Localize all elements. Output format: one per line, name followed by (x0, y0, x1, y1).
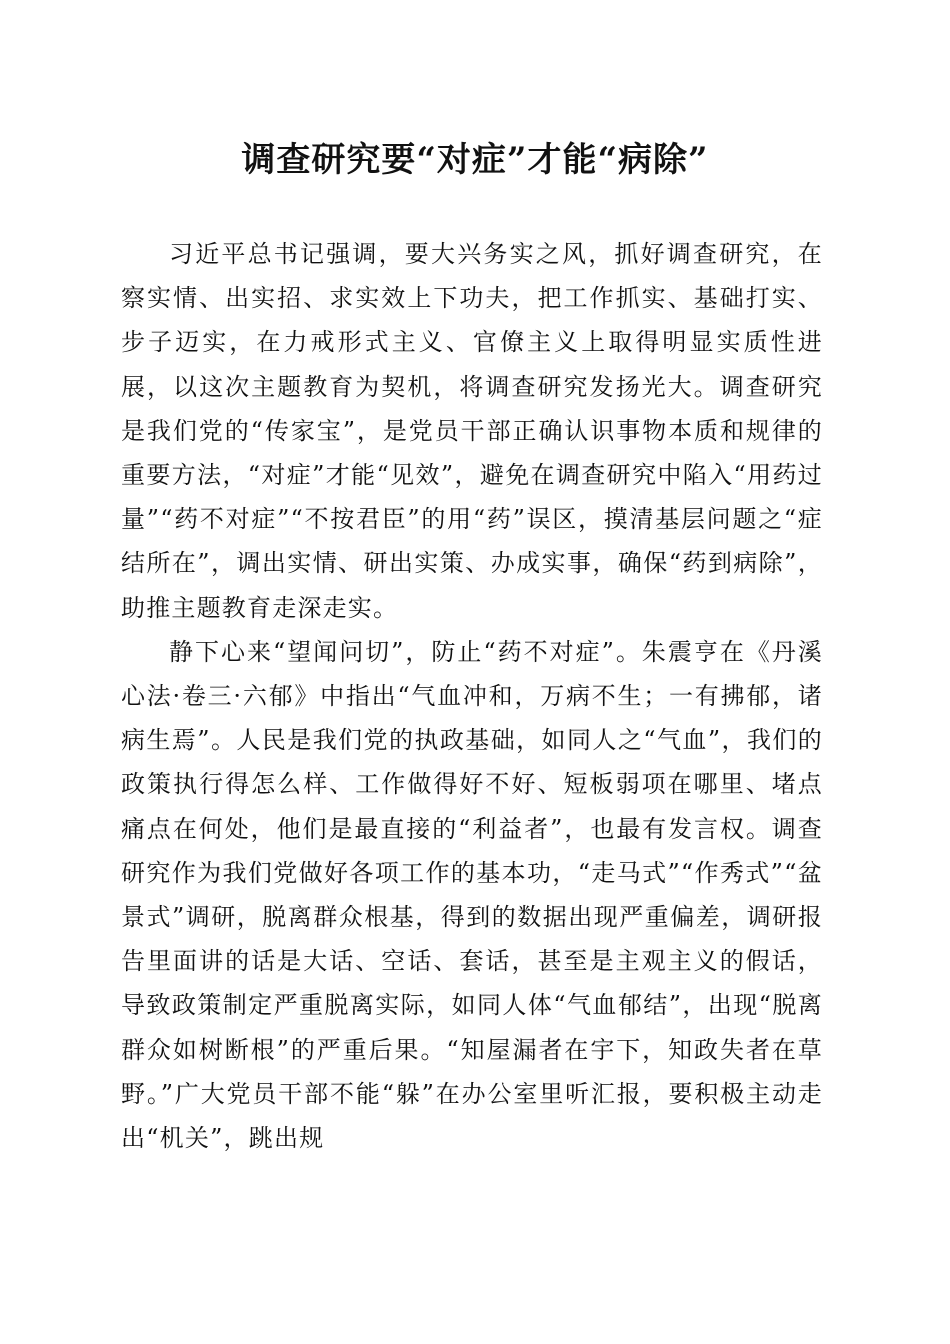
document-title: 调查研究要“对症”才能“病除” (241, 140, 709, 180)
document-body (121, 232, 823, 1160)
paragraph-2: 静下心来“望闻问切”，防止“药不对症”。朱震亨在《丹溪心法·卷三·六郁》中指出“气血冲和，万病不生；一有拂郁，诸病生焉”。人民是我们党的执政基础，如同人之“气血”，我们的政策执行得怎么样、工作做得好不好、短板弱项在哪里、堵点痛点在何处，他们是最直接的“利益者”，也最有发言权。调查研究作为我们党做好各项工作的基本功，“走马式”“作秀式”“盆景式”调研，脱离群众根基，得到的数据出现严重偏差，调研报告里面讲的话是大话、空话、套话，甚至是主观主义的假话，导致政策制定严重脱离实际，如同人体“气血郁结”，出现“脱离群众如树断根”的严重后果。“知屋漏者在宇下，知政失者在草野。”广大党员干部不能“躲”在办公室里听汇报，要积极主动走出“机关”，跳出规 (121, 637, 823, 1153)
paragraph-1: 习近平总书记强调，要大兴务实之风，抓好调查研究，在察实情、出实招、求实效上下功夫，把工作抓实、基础打实、步子迈实，在力戒形式主义、官僚主义上取得明显实质性进展，以这次主题教育为契机，将调查研究发扬光大。调查研究是我们党的“传家宝”，是党员干部正确认识事物本质和规律的重要方法，“对症”才能“见效”，避免在调查研究中陷入“用药过量”“药不对症”“不按君臣”的用“药”误区，摸清基层问题之“症结所在”，调出实情、研出实策、办成实事，确保“药到病除”，助推主题教育走深走实。 (121, 240, 823, 622)
